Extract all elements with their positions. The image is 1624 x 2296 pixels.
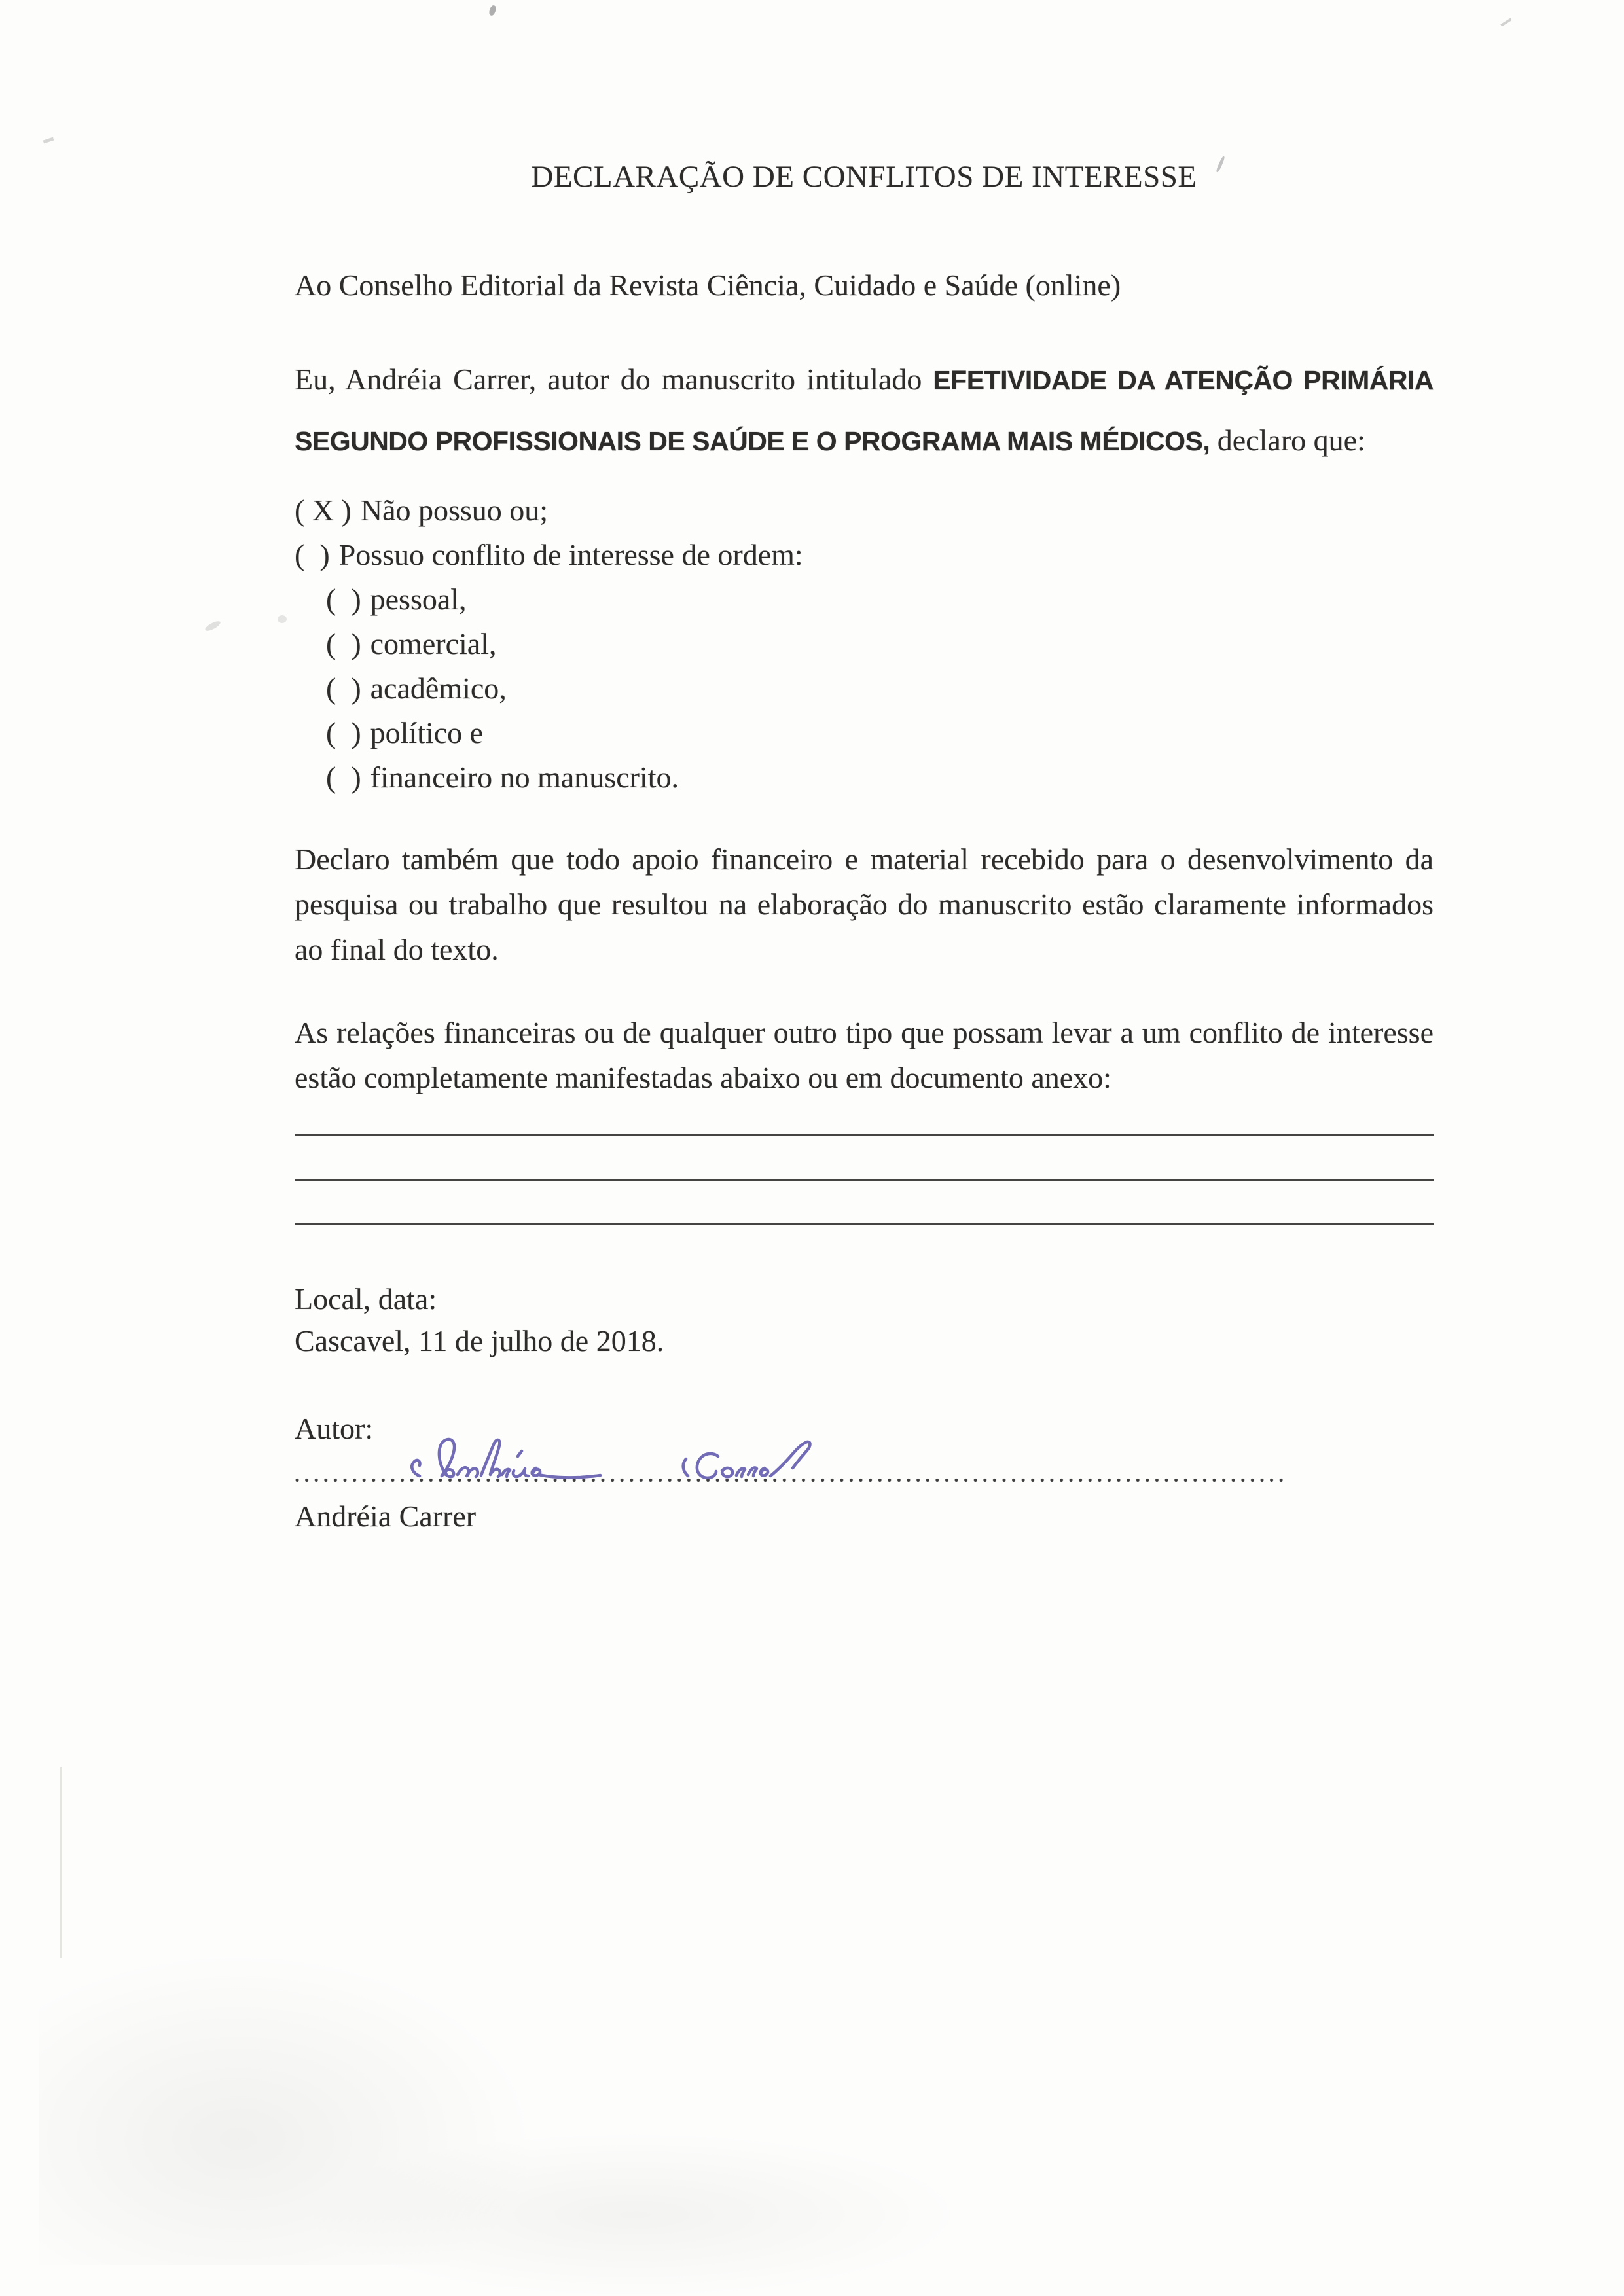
option-politico (326, 711, 1434, 755)
option-label: financeiro no manuscrito. (370, 761, 679, 794)
blank-writing-line-2 (295, 1179, 1434, 1181)
checkbox-marked: ( X ) (295, 493, 352, 527)
author-label: Autor: (295, 1412, 374, 1445)
option-academico (326, 666, 1434, 711)
signature-stroke-last-name (683, 1442, 810, 1478)
checkbox-empty: ( ) (326, 672, 361, 705)
option-label: Possuo conflito de interesse de ordem: (338, 538, 803, 571)
checkbox-empty: ( ) (326, 761, 361, 794)
document-title: DECLARAÇÃO DE CONFLITOS DE INTERESSE (531, 160, 1197, 194)
intro-text-post: declaro que: (1210, 423, 1365, 457)
checkbox-empty: ( ) (295, 538, 330, 571)
option-label: político e (370, 716, 484, 749)
option-label: Não possuo ou; (360, 493, 549, 527)
option-comercial (326, 622, 1434, 666)
option-label: pessoal, (370, 583, 467, 616)
salutation-line: Ao Conselho Editorial da Revista Ciência, Cuidado e Saúde (online) (295, 268, 1121, 302)
option-possuo-conflito (295, 533, 1434, 577)
manuscript-title-part-2: SEGUNDO PROFISSIONAIS DE SAÚDE E O PROGRAMA MAIS MÉDICOS, (295, 426, 1210, 456)
conflict-options-list (295, 488, 1434, 800)
disclosure-blank-lines (295, 1134, 1434, 1225)
place-date-value: Cascavel, 11 de julho de 2018. (295, 1324, 664, 1357)
author-printed-name: Andréia Carrer (295, 1499, 477, 1533)
financial-relations-paragraph: As relações financeiras ou de qualquer outro tipo que possam levar a um conflito de interesse estão completamente manifestadas abaixo ou em documento anexo: (295, 1016, 1434, 1094)
scan-smudge (314, 2134, 956, 2296)
scan-smudge (39, 1950, 537, 2265)
place-date-label: Local, data: (295, 1282, 437, 1316)
manuscript-title-part-1: EFETIVIDADE DA ATENÇÃO PRIMÁRIA (933, 365, 1434, 395)
option-financeiro (326, 755, 1434, 800)
checkbox-empty: ( ) (326, 627, 361, 660)
intro-text-pre: Eu, Andréia Carrer, autor do manuscrito intitulado (295, 363, 933, 396)
scan-speck (204, 619, 221, 632)
document-content (295, 0, 1434, 1537)
option-label: comercial, (370, 627, 497, 660)
option-label: acadêmico, (370, 672, 507, 705)
checkbox-empty: ( ) (326, 583, 361, 616)
scan-speck (278, 615, 287, 623)
scan-speck (43, 137, 54, 144)
blank-writing-line-1 (295, 1134, 1434, 1136)
checkbox-empty: ( ) (326, 716, 361, 749)
option-nao-possuo (295, 488, 1434, 533)
support-declaration-paragraph: Declaro também que todo apoio financeiro e material recebido para o desenvolvimento da pesquisa ou trabalho que resultou na elaboração do manuscrito estão claramente informados ao final do texto. (295, 842, 1434, 966)
scan-speck (1500, 18, 1511, 27)
option-pessoal (326, 577, 1434, 622)
intro-paragraph (295, 350, 1434, 471)
handwritten-signature (396, 1437, 867, 1509)
signature-area (295, 1450, 1434, 1496)
scan-line-artifact (60, 1767, 62, 1958)
signature-stroke-first-name (412, 1439, 600, 1477)
blank-writing-line-3 (295, 1223, 1434, 1225)
